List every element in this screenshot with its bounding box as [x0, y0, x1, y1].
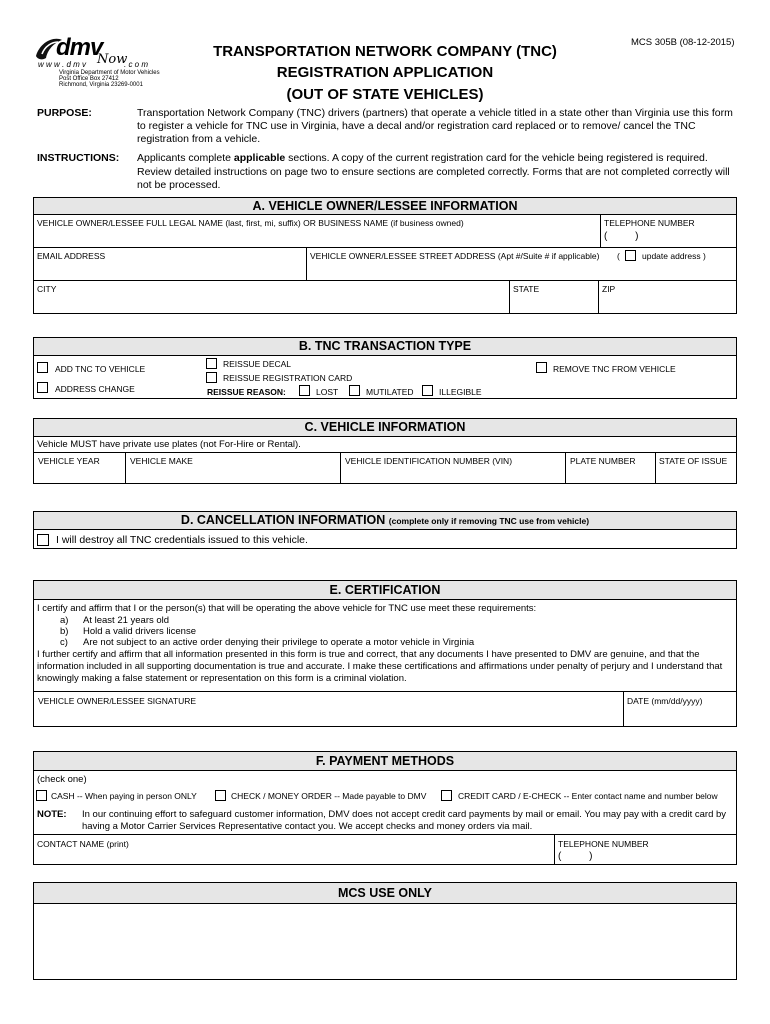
- zip-label: ZIP: [602, 284, 616, 294]
- contact-name-label: CONTACT NAME (print): [37, 839, 129, 849]
- instructions-text-post: sections. A copy of the current registration card for the vehicle being registered is required. Review detailed instructions on page two to ensure sections are completed correctly. Forms that are not completed correctly will not be processed.: [137, 152, 730, 191]
- vehicle-make-field[interactable]: [126, 453, 340, 484]
- vehicle-make-label: VEHICLE MAKE: [130, 456, 193, 466]
- update-address-label: update address ): [642, 251, 706, 261]
- certification-further: I further certify and affirm that all information presented in this form is true and correct, that any documents I have presented to DMV are genuine, and that the information included in all supporting documentation is true and accurate. I make these certifications and affirmations under penalty of perjury and I understand that knowingly making a false statement or representation on this form is a criminal violation.: [37, 649, 723, 684]
- section-f: [33, 751, 737, 865]
- state-field[interactable]: [510, 281, 598, 314]
- requirement-c-letter: c): [60, 637, 68, 648]
- logo-now-text: Now: [97, 52, 128, 67]
- check-money-order-label: CHECK / MONEY ORDER -- Made payable to DMV: [231, 791, 427, 801]
- reissue-decal-label: REISSUE DECAL: [223, 359, 292, 369]
- update-address-checkbox[interactable]: [625, 250, 636, 261]
- plate-number-field[interactable]: [566, 453, 655, 484]
- date-field[interactable]: [624, 692, 737, 727]
- note-text: In our continuing effort to safeguard customer information, DMV does not accept credit card payments by mail or email. You may pay with a credit card by having a Motor Carrier Services Representative contact you. We accept checks and money orders via mail.: [82, 809, 727, 832]
- section-a: [33, 197, 737, 314]
- telephone-parens: ( ): [604, 231, 639, 242]
- section-b: [33, 337, 737, 399]
- city-label: CITY: [37, 284, 57, 294]
- contact-telephone-parens: ( ): [558, 851, 593, 862]
- instructions-text-bold: applicable: [233, 152, 286, 164]
- remove-tnc-label: REMOVE TNC FROM VEHICLE: [553, 364, 676, 374]
- purpose-text: Transportation Network Company (TNC) drivers (partners) that operate a vehicle titled in a state other than Virginia use this form to register a vehicle for TNC use in Virginia, have a decal and/or registration card replaced or to remove/ cancel the TNC registration from a vehicle.: [137, 107, 733, 145]
- section-c-title: C. VEHICLE INFORMATION: [34, 419, 736, 437]
- purpose-label: PURPOSE:: [37, 107, 92, 119]
- email-label: EMAIL ADDRESS: [37, 251, 106, 261]
- full-name-field[interactable]: [34, 215, 600, 247]
- note-label: NOTE:: [37, 809, 67, 820]
- destroy-credentials-checkbox[interactable]: [37, 534, 49, 546]
- section-d: [33, 511, 737, 549]
- full-name-label: VEHICLE OWNER/LESSEE FULL LEGAL NAME (last, first, mi, suffix) OR BUSINESS NAME (if business owned): [37, 218, 464, 228]
- date-label: DATE (mm/dd/yyyy): [627, 696, 703, 706]
- section-f-title: F. PAYMENT METHODS: [34, 752, 736, 771]
- city-field[interactable]: [34, 281, 509, 314]
- reissue-reg-card-label: REISSUE REGISTRATION CARD: [223, 373, 353, 383]
- requirement-a-letter: a): [60, 615, 69, 626]
- logo-url-suffix: . c o m: [124, 60, 149, 69]
- credit-card-checkbox[interactable]: [441, 790, 452, 801]
- form-number: MCS 305B (08-12-2015): [631, 37, 735, 48]
- section-d-title-note: (complete only if removing TNC use from vehicle): [388, 516, 590, 526]
- reissue-decal-checkbox[interactable]: [206, 358, 217, 369]
- telephone-label: TELEPHONE NUMBER: [604, 218, 695, 228]
- section-d-title-main: D. CANCELLATION INFORMATION: [180, 513, 386, 527]
- form-title-line-1: TRANSPORTATION NETWORK COMPANY (TNC): [213, 43, 557, 60]
- illegible-checkbox[interactable]: [422, 385, 433, 396]
- instructions-label: INSTRUCTIONS:: [37, 152, 120, 164]
- section-c: [33, 418, 737, 484]
- plate-number-label: PLATE NUMBER: [570, 456, 636, 466]
- contact-name-field[interactable]: [34, 835, 554, 865]
- instructions-text-pre: Applicants complete: [137, 152, 234, 164]
- contact-telephone-field[interactable]: [555, 835, 737, 865]
- vin-field[interactable]: [341, 453, 565, 484]
- requirement-a-text: At least 21 years old: [83, 615, 170, 626]
- email-field[interactable]: [34, 248, 306, 280]
- check-money-order-checkbox[interactable]: [215, 790, 226, 801]
- add-tnc-label: ADD TNC TO VEHICLE: [55, 364, 146, 374]
- state-of-issue-field[interactable]: [656, 453, 737, 484]
- requirement-c-text: Are not subject to an active order denying their privilege to operate a motor vehicle in Virginia: [83, 637, 475, 648]
- form-title-line-2: REGISTRATION APPLICATION: [276, 64, 494, 81]
- street-address-field[interactable]: [307, 248, 737, 280]
- section-e-title: E. CERTIFICATION: [34, 581, 736, 600]
- state-label: STATE: [513, 284, 540, 294]
- section-c-note: Vehicle MUST have private use plates (not For-Hire or Rental).: [37, 439, 301, 450]
- instructions-text: [137, 152, 737, 193]
- mutilated-label: MUTILATED: [366, 387, 414, 397]
- cash-checkbox[interactable]: [36, 790, 47, 801]
- agency-po-box: Post Office Box 27412: [59, 76, 119, 82]
- signature-field[interactable]: [34, 692, 623, 727]
- contact-telephone-label: TELEPHONE NUMBER: [558, 839, 649, 849]
- section-e: [33, 580, 737, 727]
- requirement-b-text: Hold a valid drivers license: [83, 626, 196, 637]
- requirement-b-letter: b): [60, 626, 69, 637]
- credit-card-label: CREDIT CARD / E-CHECK -- Enter contact name and number below: [458, 791, 718, 801]
- agency-name: Virginia Department of Motor Vehicles: [59, 70, 160, 76]
- telephone-field[interactable]: [601, 215, 737, 247]
- illegible-label: ILLEGIBLE: [439, 387, 482, 397]
- street-address-label: VEHICLE OWNER/LESSEE STREET ADDRESS (Apt #/Suite # if applicable): [310, 251, 600, 261]
- add-tnc-checkbox[interactable]: [37, 362, 48, 373]
- section-a-title: A. VEHICLE OWNER/LESSEE INFORMATION: [34, 198, 736, 215]
- cash-label: CASH -- When paying in person ONLY: [51, 791, 197, 801]
- remove-tnc-checkbox[interactable]: [536, 362, 547, 373]
- certification-intro: I certify and affirm that I or the person(s) that will be operating the above vehicle for TNC use meet these requirements:: [37, 603, 537, 614]
- dmv-logo: [34, 34, 174, 90]
- address-change-checkbox[interactable]: [37, 382, 48, 393]
- lost-label: LOST: [316, 387, 339, 397]
- section-d-title: [34, 512, 736, 530]
- logo-dmv-text: dmv: [56, 34, 103, 61]
- mutilated-checkbox[interactable]: [349, 385, 360, 396]
- address-change-label: ADDRESS CHANGE: [55, 384, 135, 394]
- vehicle-year-label: VEHICLE YEAR: [38, 456, 100, 466]
- reissue-reason-label: REISSUE REASON:: [207, 387, 286, 397]
- check-one-label: (check one): [37, 774, 87, 785]
- destroy-credentials-label: I will destroy all TNC credentials issued to this vehicle.: [56, 534, 308, 546]
- mcs-use-only-title: MCS USE ONLY: [34, 883, 736, 904]
- agency-city: Richmond, Virginia 23269-0001: [59, 82, 143, 88]
- form-title-line-3: (OUT OF STATE VEHICLES): [286, 86, 484, 103]
- section-b-title: B. TNC TRANSACTION TYPE: [34, 338, 736, 356]
- reissue-reg-card-checkbox[interactable]: [206, 372, 217, 383]
- logo-url-prefix: w w w . d m v: [38, 60, 87, 69]
- state-of-issue-label: STATE OF ISSUE: [659, 456, 728, 466]
- update-address-paren: (: [617, 251, 620, 261]
- lost-checkbox[interactable]: [299, 385, 310, 396]
- vehicle-year-field[interactable]: [34, 453, 125, 484]
- vin-label: VEHICLE IDENTIFICATION NUMBER (VIN): [345, 456, 513, 466]
- signature-label: VEHICLE OWNER/LESSEE SIGNATURE: [38, 696, 197, 706]
- zip-field[interactable]: [599, 281, 737, 314]
- mcs-use-only: [33, 882, 737, 980]
